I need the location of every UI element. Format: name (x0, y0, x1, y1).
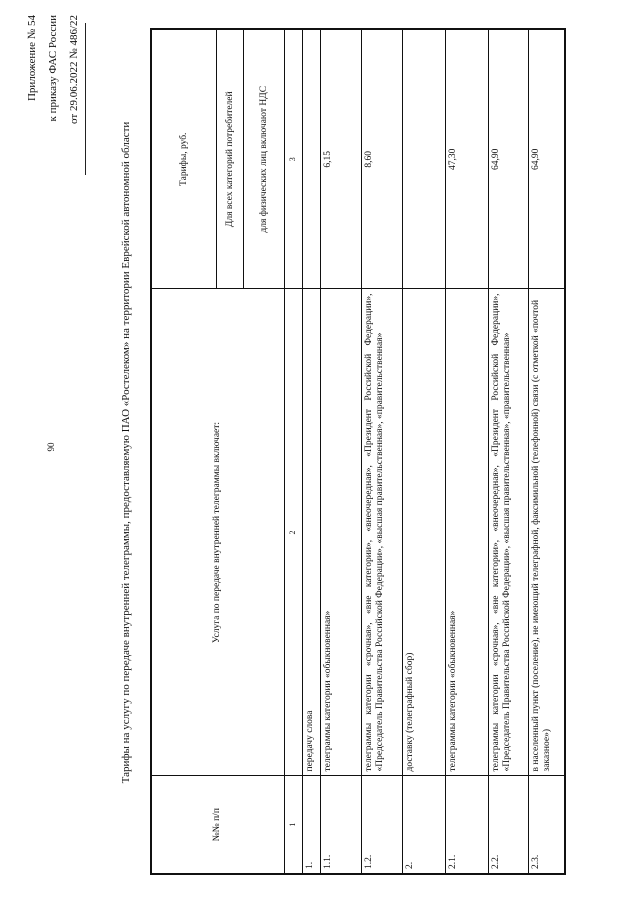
column-number-1: 1 (284, 776, 302, 874)
row-num: 2.3. (529, 776, 565, 874)
row-tariff (402, 29, 445, 289)
table-row (361, 29, 402, 874)
table-row (303, 29, 321, 874)
row-num: 1.1. (321, 776, 362, 874)
header-all-consumers: Для всех категорий потребителей (217, 29, 244, 289)
row-service: передачу слова (303, 289, 321, 776)
row-num: 1. (303, 776, 321, 874)
row-service: телеграммы категории «срочная», «вне категории», «внеочередная», «Президент Российской Федерации», «Председатель Правительства Российской Федерации», «высшая правительственная», «правительственная» (488, 289, 529, 776)
row-tariff: 64,90 (488, 29, 529, 289)
row-tariff: 64,90 (529, 29, 565, 289)
row-num: 2.2. (488, 776, 529, 874)
appendix-line-3: от 29.06.2022 № 486/22 (68, 15, 80, 124)
appendix-line-2: к приказу ФАС России (47, 15, 59, 122)
row-tariff: 8,60 (361, 29, 402, 289)
header-tariffs: Тарифы, руб. (151, 29, 217, 289)
appendix-block (22, 15, 85, 205)
row-service: телеграммы категории «обыкновенная» (445, 289, 488, 776)
row-service: в населенный пункт (поселение), не имеющий телеграфной, факсимильной (телефонной) связи (с отметкой «почтой заказное») (529, 289, 565, 776)
column-numbers-row (284, 29, 302, 874)
column-number-3: 3 (284, 29, 302, 289)
page-number: 90 (46, 442, 56, 452)
table-header-row (151, 29, 217, 874)
row-service: телеграммы категории «обыкновенная» (321, 289, 362, 776)
header-service: Услуга по передаче внутренней телеграммы включает: (151, 289, 284, 776)
table-row (529, 29, 565, 874)
row-num: 2. (402, 776, 445, 874)
row-tariff (303, 29, 321, 289)
row-service: доставку (телеграфный сбор) (402, 289, 445, 776)
row-service: телеграммы категории «срочная», «вне категории», «внеочередная», «Президент Российской Федерации», «Председатель Правительства Российской Федерации», «высшая правительственная», «правительственная» (361, 289, 402, 776)
appendix-underline (85, 23, 86, 175)
tariff-table (150, 28, 566, 875)
table-row (445, 29, 488, 874)
appendix-line-1: Приложение № 54 (26, 15, 38, 102)
table-row (488, 29, 529, 874)
row-tariff: 6,15 (321, 29, 362, 289)
document-title: Тарифы на услугу по передаче внутренней телеграммы, предоставляемую ПАО «Ростелеком» на территории Еврейской автономной области (120, 121, 132, 784)
row-tariff: 47,30 (445, 29, 488, 289)
column-number-2: 2 (284, 289, 302, 776)
header-vat-note: для физических лиц включают НДС (244, 29, 285, 289)
table-row (402, 29, 445, 874)
row-num: 1.2. (361, 776, 402, 874)
header-num: №№ п/п (151, 776, 284, 874)
table-row (321, 29, 362, 874)
row-num: 2.1. (445, 776, 488, 874)
